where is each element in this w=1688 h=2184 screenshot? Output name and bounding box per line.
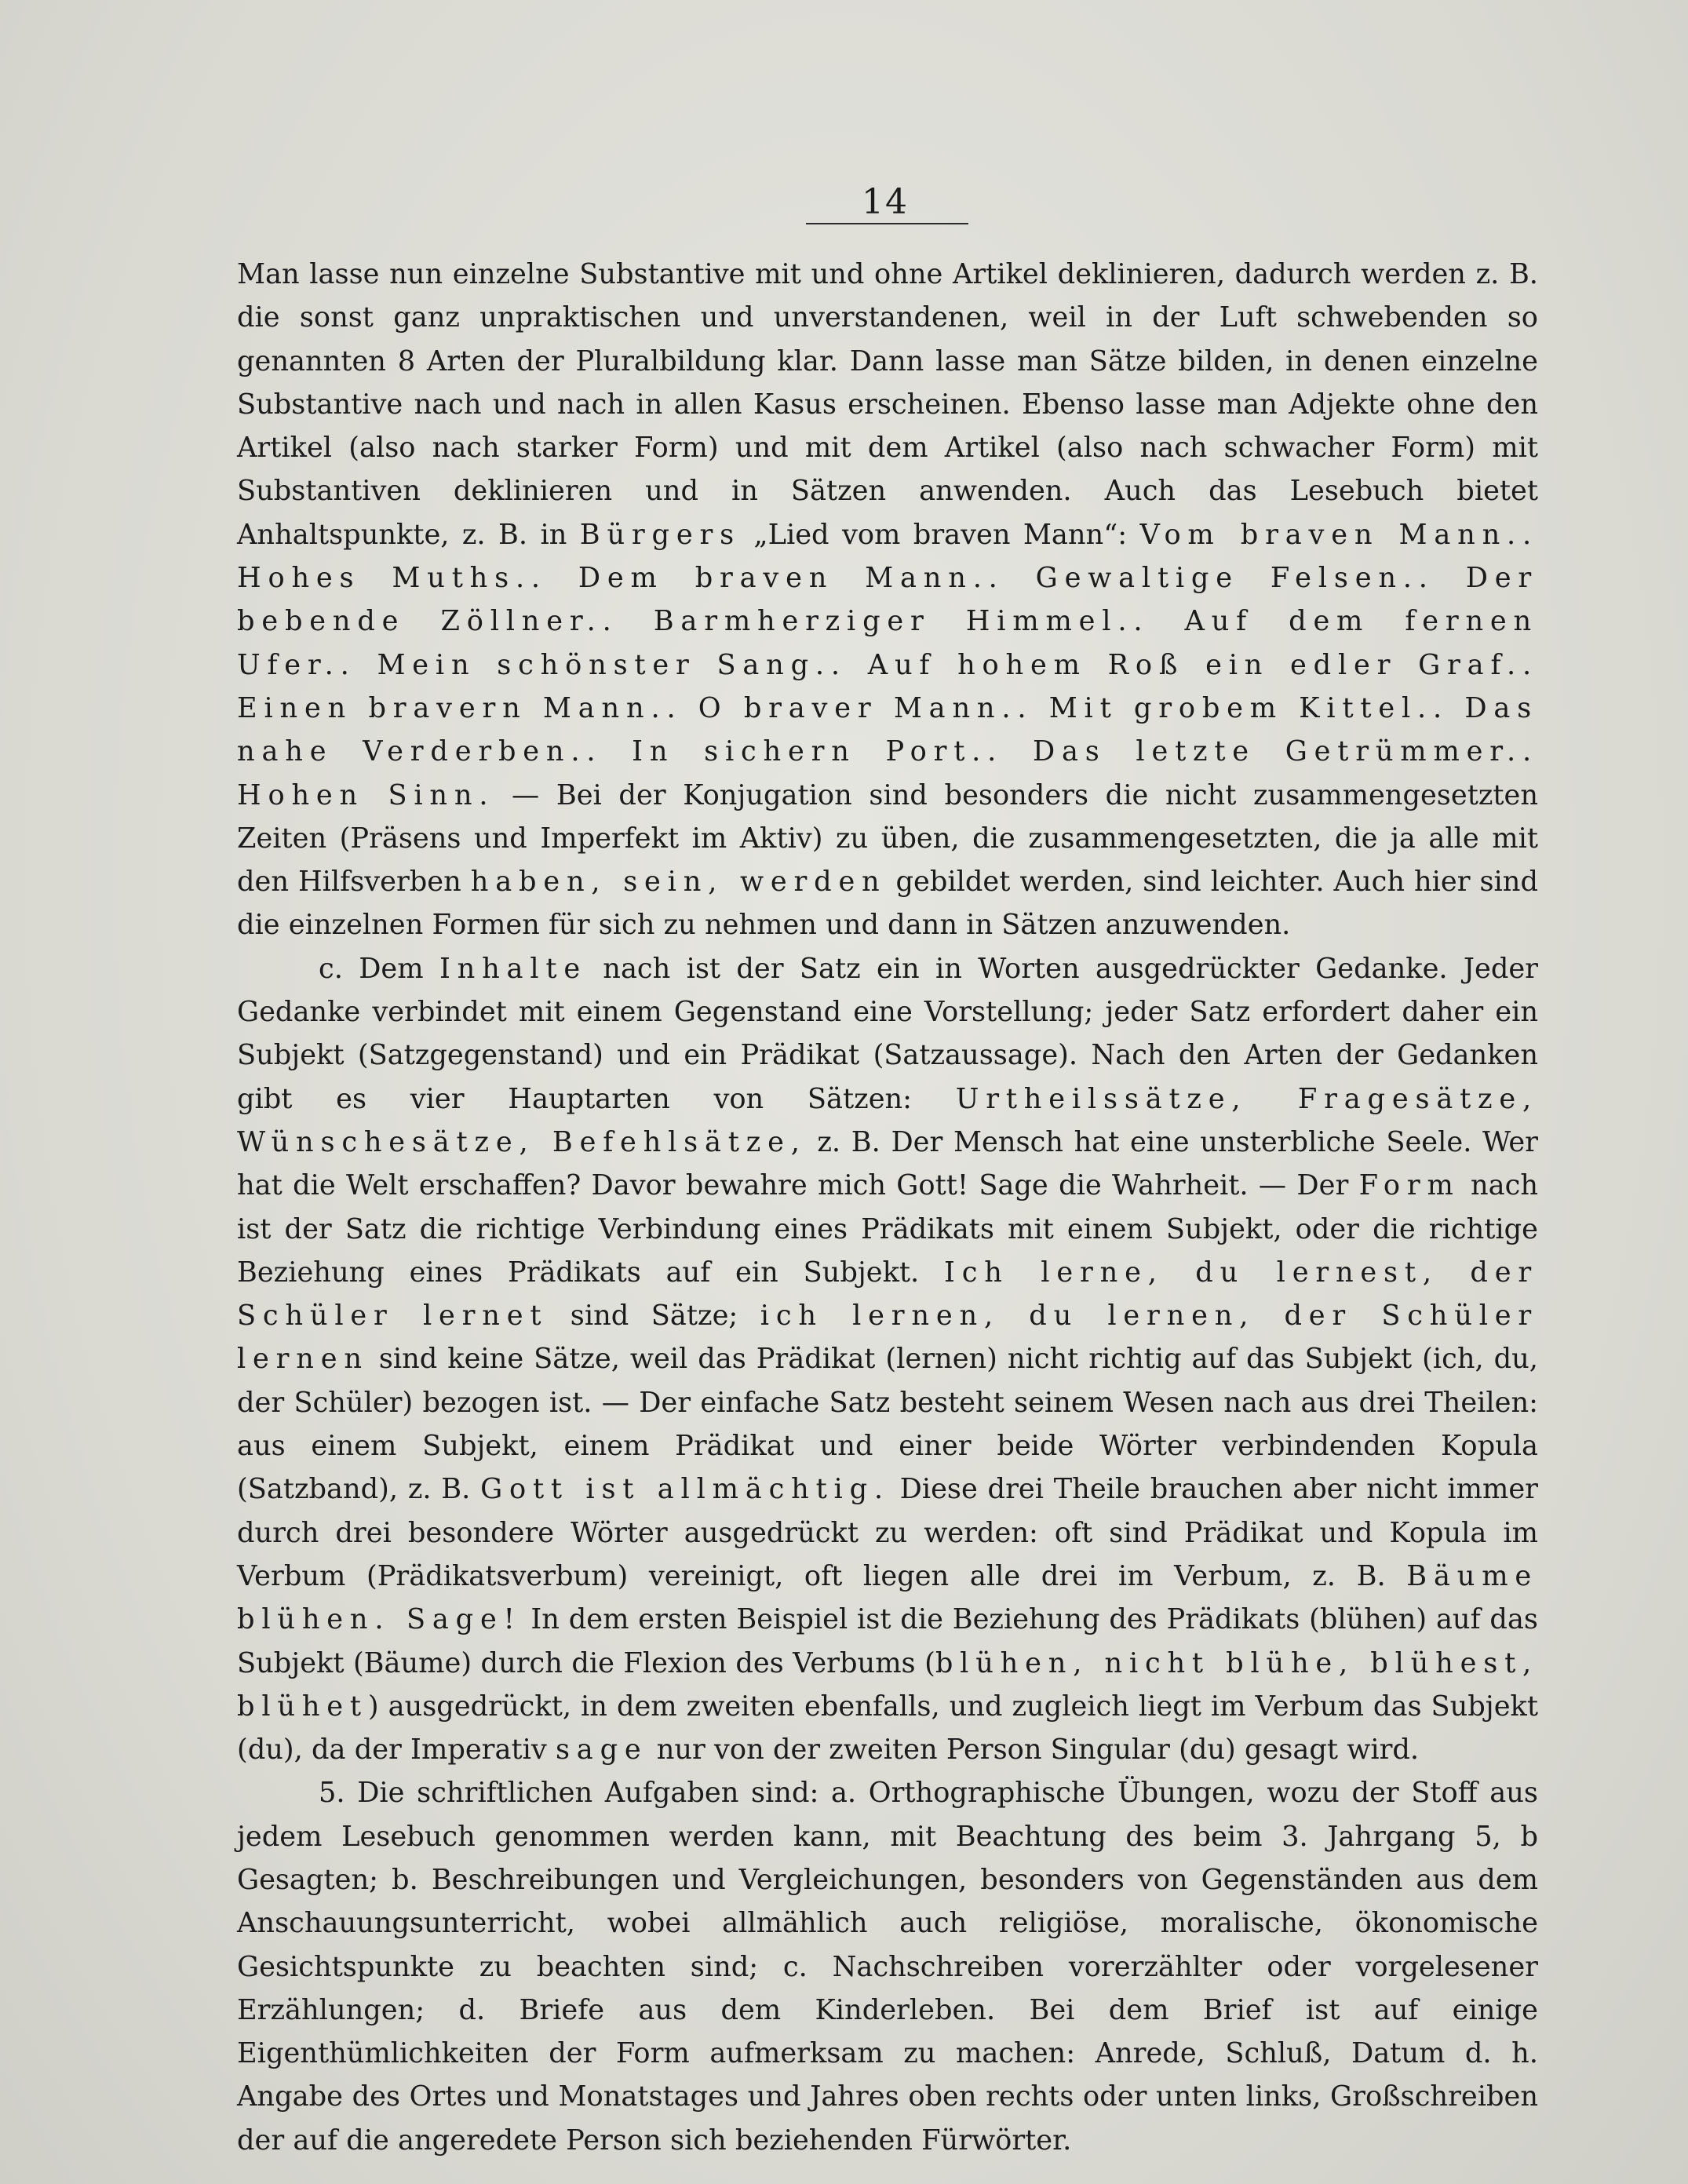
spaced-text: ich lernen, du lernen, der Schüler lernen bbox=[237, 1300, 1539, 1376]
spaced-text: Urtheilssätze, Fragesätze, Wünschesätze, Befehlsätze, bbox=[237, 1082, 1538, 1158]
text-run: nur von der zweiten Person Singular (du) gesagt wird. bbox=[647, 1734, 1420, 1767]
text-run: c. Dem bbox=[319, 952, 439, 985]
text-run: Diese drei Theile brauchen aber nicht immer durch drei besondere Wörter ausgedrückt zu werden: oft sind Prädikat und Kopula im Verbum (Prädikatsverbum) vereinigt, oft liegen alle drei im Verbum, z. B. bbox=[237, 1473, 1538, 1592]
text-run: — Bei der Konjugation sind besonders die nicht zusammengesetzten Zeiten (Präsens und Imperfekt im Aktiv) zu üben, die zusammengesetzten, die ja alle mit den Hilfsverben bbox=[237, 778, 1538, 899]
body-text bbox=[237, 253, 1538, 2162]
spaced-text: blühen, nicht blühe, blühest, blühet bbox=[237, 1646, 1538, 1723]
text-run: In dem ersten Beispiel ist die Beziehung des Prädikats (blühen) auf das Subjekt (Bäume) durch die Flexion des Verbums ( bbox=[237, 1603, 1538, 1679]
spaced-text: Ich lerne, du lernest, der Schüler lernet bbox=[237, 1256, 1538, 1333]
text-run: nach ist der Satz ein in Worten ausgedrückter Gedanke. Jeder Gedanke verbindet mit einem Gegenstand eine Vorstellung; jeder Satz erfordert daher ein Subjekt (Satzgegenstand) und ein Prädikat (Satzaussage). Nach den Arten der Gedanken gibt es vier Hauptarten von Sätzen: bbox=[237, 952, 1538, 1115]
text-run: ) ausgedrückt, in dem zweiten ebenfalls, und zugleich liegt im Verbum das Subjekt (du), da der Imperativ bbox=[237, 1690, 1538, 1767]
paragraph-sentence-content bbox=[237, 947, 1538, 1772]
page-number-rule bbox=[806, 223, 968, 224]
spaced-text: Bäume blühen. Sage! bbox=[237, 1559, 1538, 1636]
spaced-text: sage bbox=[555, 1734, 648, 1767]
text-run: 5. Die schriftlichen Aufgaben sind: a. Orthographische Übungen, wozu der Stoff aus jedem Lesebuch genommen werden kann, mit Beachtung des beim 3. Jahrgang 5, b Gesagten; b. Beschreibungen und Vergleichungen, besonders von Gegenständen aus dem Anschauungsunterricht, wobei allmählich auch religiöse, moralische, ökonomische Gesichtspunkte zu beachten sind; c. Nachschreiben vorerzählter oder vorgelesener Erzählungen; d. Briefe aus dem Kinderleben. Bei dem Brief ist auf einige Eigenthümlichkeiten der Form aufmerksam zu machen: Anrede, Schluß, Datum d. h. Angabe des Ortes und Monatstages und Jahres oben rechts oder unten links, Großschreiben der auf die angeredete Person sich beziehenden Fürwörter. bbox=[237, 1777, 1538, 2157]
spaced-text: haben, sein, werden bbox=[470, 866, 887, 899]
text-run: gebildet werden, sind leichter. Auch hier sind die einzelnen Formen für sich zu nehmen und dann in Sätzen anzuwenden. bbox=[237, 866, 1538, 942]
text-run: nach ist der Satz die richtige Verbindung eines Prädikats mit einem Subjekt, oder die richtige Beziehung eines Prädikats auf ein Subjekt. bbox=[237, 1169, 1538, 1289]
text-run: Man lasse nun einzelne Substantive mit und ohne Artikel deklinieren, dadurch werden z. B. die sonst ganz unpraktischen und unverstandenen, weil in der Luft schwebenden so genannten 8 Arten der Pluralbildung klar. Dann lasse man Sätze bilden, in denen einzelne Substantive nach und nach in allen Kasus erscheinen. Ebenso lasse man Adjekte ohne den Artikel (also nach starker Form) und mit dem Artikel (also nach schwacher Form) mit Substantiven deklinieren und in Sätzen anwenden. Auch das Lesebuch bietet Anhaltspunkte, z. B. in bbox=[237, 258, 1538, 551]
spaced-text: Bürgers bbox=[579, 518, 741, 551]
spaced-text: Gott ist allmächtig. bbox=[480, 1473, 890, 1506]
text-run: sind keine Sätze, weil das Prädikat (lernen) nicht richtig auf das Subjekt (ich, du, der Schüler) bezogen ist. — Der einfache Satz besteht seinem Wesen nach aus drei Theilen: aus einem Subjekt, einem Prädikat und einer beide Wörter verbindenden Kopula (Satzband), z. B. bbox=[237, 1343, 1538, 1506]
spaced-text: Form bbox=[1358, 1169, 1460, 1202]
text-run: sind Sätze; bbox=[548, 1300, 760, 1333]
text-run: z. B. Der Mensch hat eine unsterbliche Seele. Wer hat die Welt erschaffen? Davor bewahre mich Gott! Sage die Wahrheit. — Der bbox=[237, 1125, 1538, 1202]
text-run: „Lied vom braven Mann“: bbox=[740, 518, 1140, 551]
paragraph-written-tasks bbox=[237, 1771, 1538, 2162]
spaced-text: Vom braven Mann.. Hohes Muths.. Dem braven Mann.. Gewaltige Felsen.. Der bebende Zöllner.. Barmherziger Himmel.. Auf dem fernen Ufer.. Mein schönster Sang.. Auf hohem Roß ein edler Graf.. Einen bravern Mann.. O braver Mann.. Mit grobem Kittel.. Das nahe Verderben.. In sichern Port.. Das letzte Getrümmer.. Hohen Sinn. bbox=[237, 518, 1538, 811]
paragraph-declension bbox=[237, 253, 1538, 947]
spaced-text: Inhalte bbox=[439, 952, 587, 985]
page-number: 14 bbox=[862, 182, 909, 222]
